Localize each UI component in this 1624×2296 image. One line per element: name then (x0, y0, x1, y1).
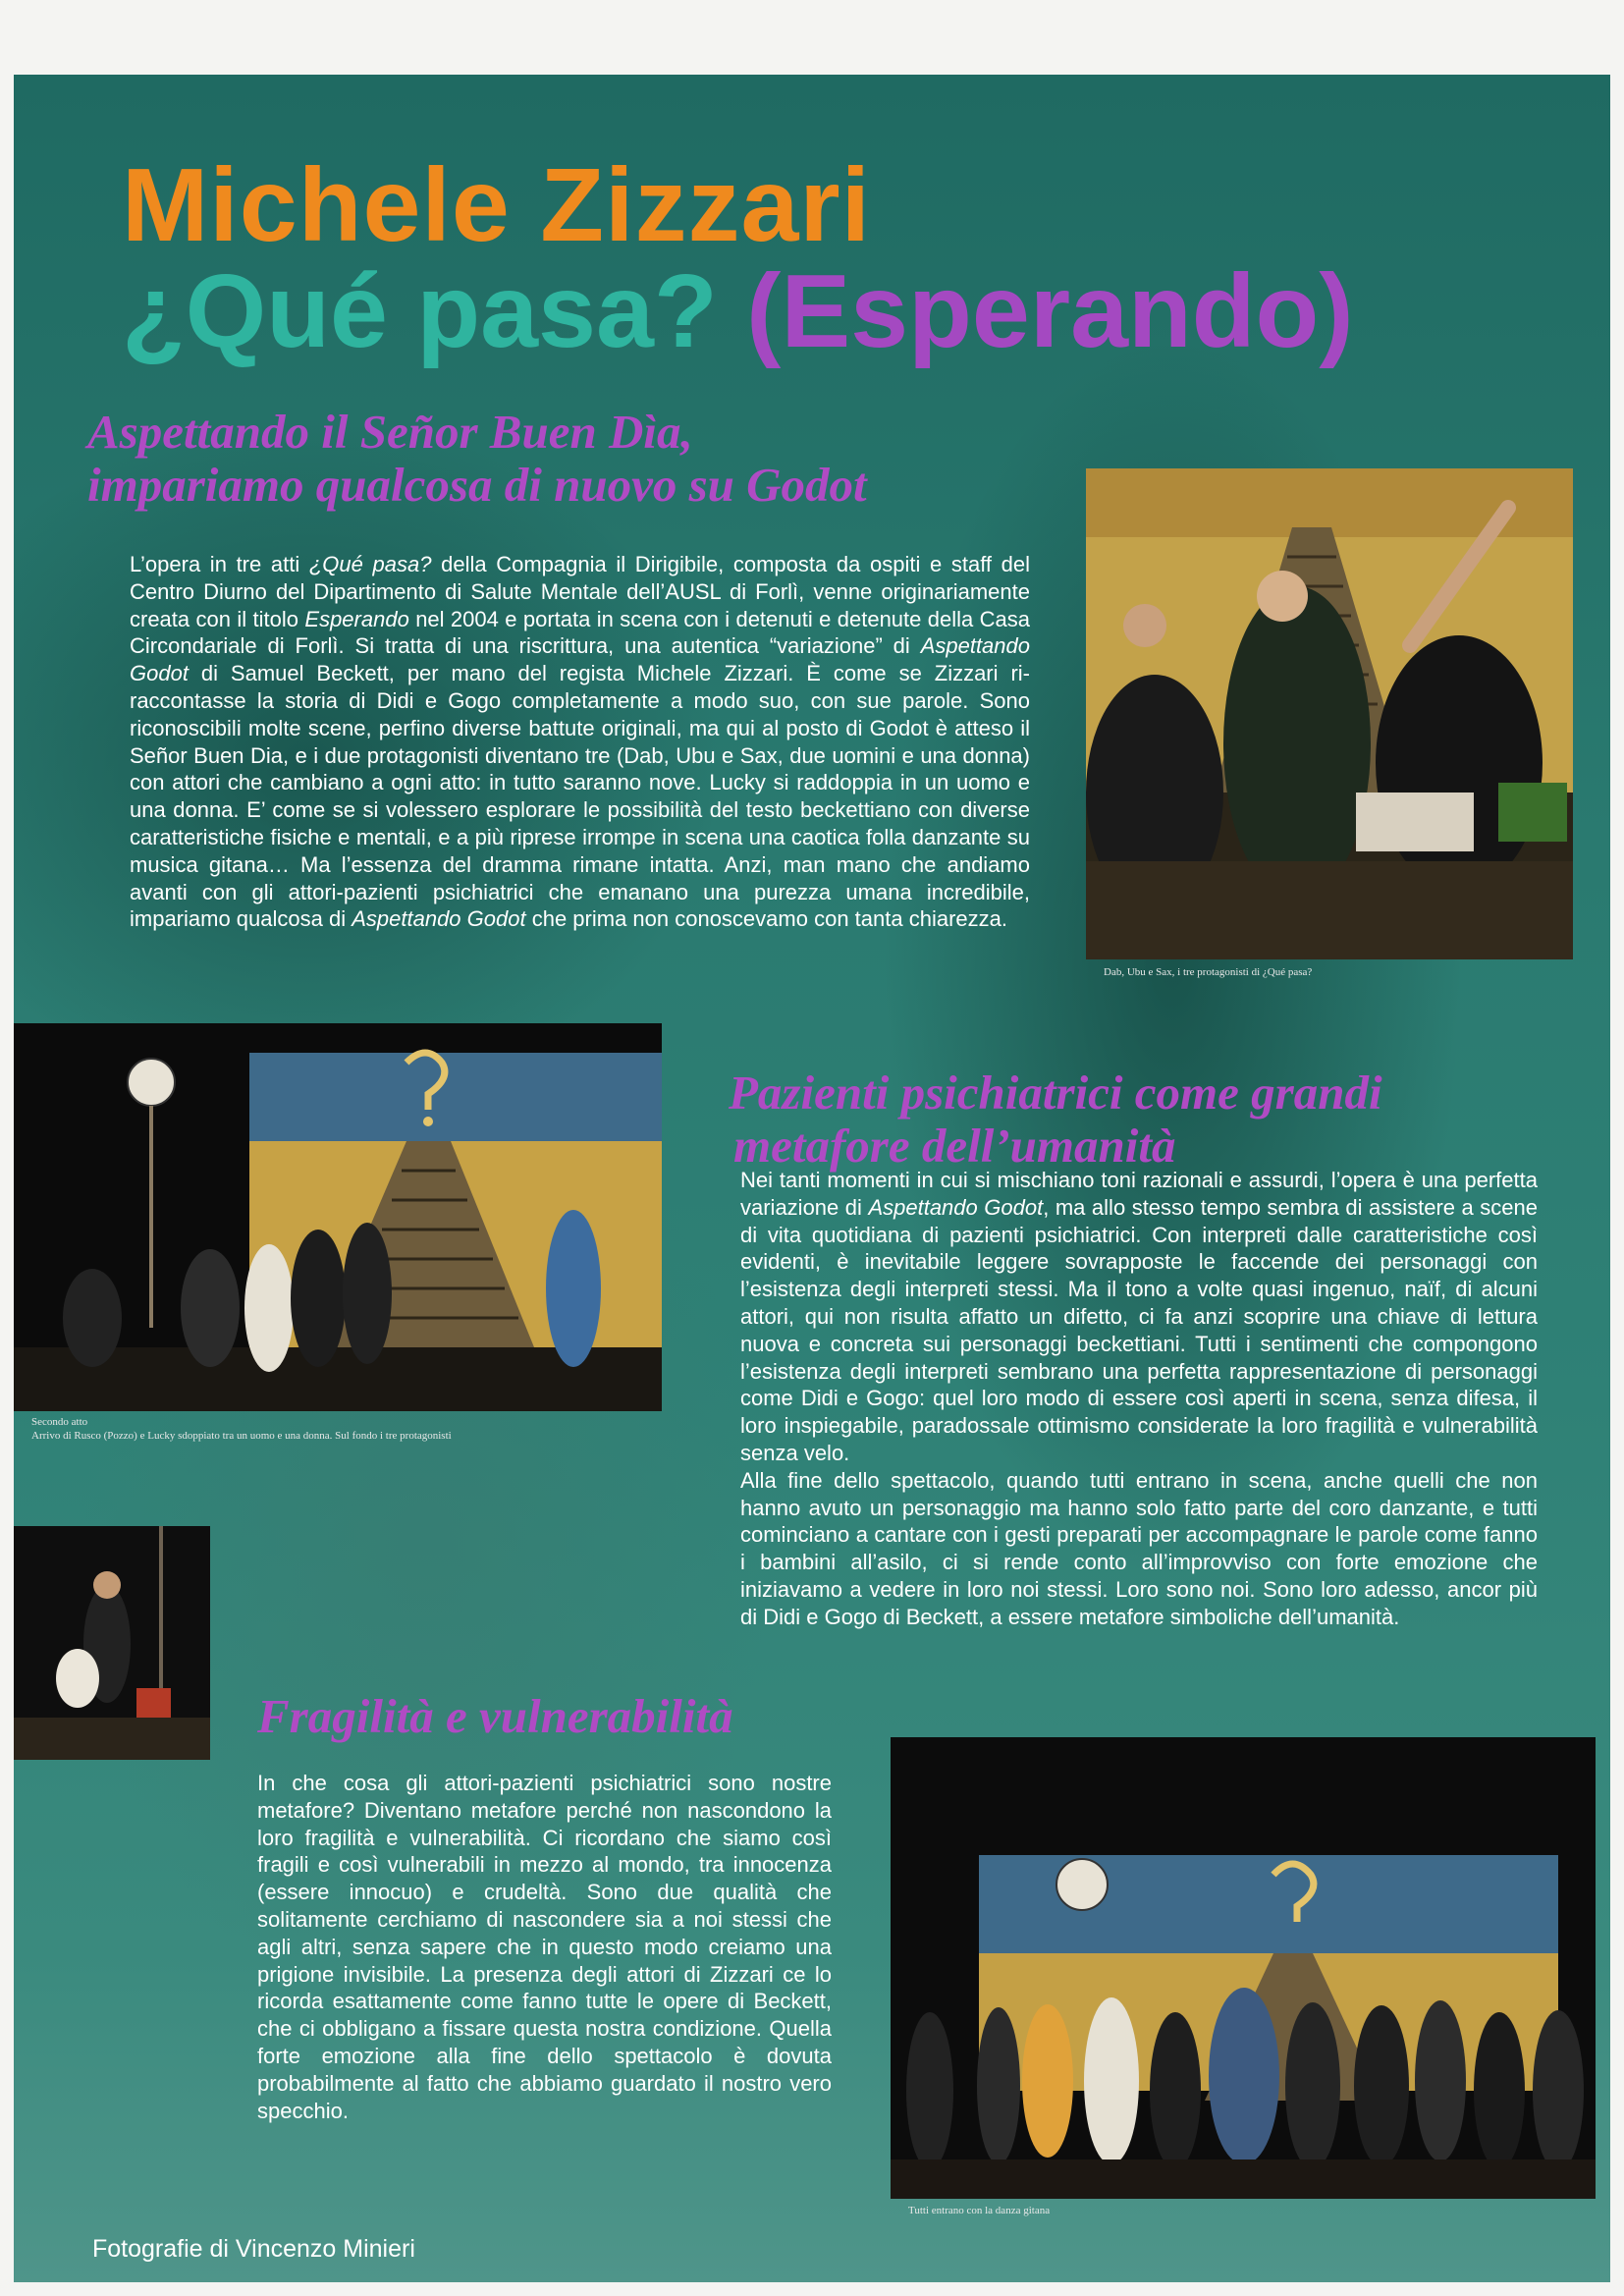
text-run: Nei tanti momenti in cui si mischiano toni razionali e assurdi, l’opera è una perfetta variazione di (740, 1168, 1538, 1220)
title-name: Michele Zizzari (122, 147, 872, 263)
text-run: nel 2004 e portata in scena con i detenuti e detenute della Casa Circondariale di Forlì. Si tratta di una riscrittura, una autentica “variazione” di (130, 606, 1030, 659)
text-run: , ma allo stesso tempo sembra di assistere a scene di vita quotidiana di pazienti psichiatrici. Con interpreti dalle caratteristiche così evidenti, è inevitabile leggere sovrapposte le faccende dei personaggi con l’esistenza degli interpreti stessi. Ma il tono a volte quasi ingenuo, naïf, di alcuni attori, qui non risulta affatto un difetto, ci fa anzi scoprire una chiave di lettura nuova e concreta sui personaggi beckettiani. Tutti i sentimenti che compongono l’esistenza degli interpreti sembrano una perfetta rappresentazione di personaggi come Didi e Gogo: quel loro modo di essere così aperti in scena, senza difesa, il loro inspiegabile, paradossale ottimismo considerate la loro fragilità e vulnerabilità senza velo. (740, 1194, 1538, 1465)
section1-heading-line1: Aspettando il Señor Buen Dìa, (87, 405, 693, 459)
magazine-page (14, 75, 1610, 2282)
photo2-block (14, 1023, 662, 1442)
section2-body (740, 1167, 1538, 1631)
photo1-image (1086, 468, 1573, 959)
title-show-paren: (Esperando) (746, 253, 1354, 369)
section2-heading-line2: metafore dell’umanità (733, 1119, 1176, 1173)
section1-heading-line2: impariamo qualcosa di nuovo su Godot (87, 458, 867, 512)
italic-title-text: Aspettando Godot (352, 906, 526, 932)
italic-title-text: Esperando (304, 606, 409, 631)
photo1-block (1086, 468, 1573, 978)
section2-paragraph1 (740, 1167, 1538, 1467)
photo3-image (14, 1526, 210, 1760)
section3-paragraph: In che cosa gli attori-pazienti psichiatrici sono nostre metafore? Diventano metafore perché non nascondono la loro fragilità e vulnerabilità. Ci ricordano che siamo così fragili e così vulnerabili in mezzo al mondo, tra innocenza (essere innocuo) e crudeltà. Sono due qualità che solitamente cerchiamo di nascondere sia a noi stessi che agli altri, senza sapere che in questo modo creiamo una prigione invisibile. La presenza degli attori di Zizzari ce lo ricorda esattamente come fanno tutte le opere di Beckett, che ci obbligano a fissare questa nostra condizione. Quella forte emozione alla fine dello spettacolo è dovuta probabilmente al fatto che abbiamo guardato il nostro vero specchio. (257, 1771, 832, 2123)
section2-paragraph2: Alla fine dello spettacolo, quando tutti entrano in scena, anche quelli che non hanno avuto un personaggio ma hanno solo fatto parte del coro danzante, e tutti cominciano a cantare con i gesti preparati per accompagnare le parole come fanno i bambini all’asilo, ci si rende conto all’improvviso con forte emozione che iniziavamo a vedere in loro noi stessi. Loro sono noi. Sono loro adesso, ancor più di Didi e Gogo di Beckett, a essere metafore simboliche dell’umanità. (740, 1467, 1538, 1629)
photo1-caption: Dab, Ubu e Sax, i tre protagonisti di ¿Qué pasa? (1104, 966, 1313, 978)
title-show-main: ¿Qué pasa? (122, 253, 718, 369)
title-show (122, 253, 1354, 369)
text-run: di Samuel Beckett, per mano del regista Michele Zizzari. È come se Zizzari ri-raccontasse la storia di Didi e Gogo completamente a modo suo, con sue parole. Sono riconoscibili molte scene, perfino diverse battute originali, ma qui al posto di Godot è atteso il Señor Buen Dia, e i due protagonisti diventano tre (Dab, Ubu e Sax, due uomini e una donna) con attori che cambiano a ogni atto: in tutto saranno nove. Lucky si raddoppia in un uomo e una donna. E’ come se si volessero esplorare le possibilità del testo beckettiano con diverse caratteristiche fisiche e mentali, e a più riprese irrompe in scena una caotica folla danzante su musica gitana… Ma l’essenza del dramma rimane intatta. Anzi, man mano che andiamo avanti con gli attori-pazienti psichiatrici che emanano una purezza umana incredibile, impariamo qualcosa di (130, 661, 1030, 932)
text-run: L’opera in tre atti (130, 552, 309, 576)
section1-heading (87, 406, 1050, 512)
section2-heading (729, 1066, 1593, 1173)
photo4-block (891, 1737, 1596, 2216)
photo4-image (891, 1737, 1596, 2199)
section1-paragraph (130, 551, 1030, 933)
photo-credit: Fotografie di Vincenzo Minieri (92, 2235, 415, 2263)
section2-heading-line1: Pazienti psichiatrici come grandi (729, 1066, 1382, 1120)
section3-heading: Fragilità e vulnerabilità (257, 1689, 733, 1743)
text-run: della Compagnia il Dirigibile, composta da ospiti e staff del Centro Diurno del Dipartimento di Salute Mentale dell’AUSL di Forlì, venne originariamente creata con il titolo (130, 552, 1031, 631)
photo2-caption-line1: Secondo atto (31, 1416, 88, 1428)
text-run: che prima non conoscevamo con tanta chiarezza. (525, 906, 1007, 932)
italic-title-text: Aspettando Godot (868, 1194, 1044, 1220)
photo4-caption: Tutti entrano con la danza gitana (908, 2205, 1051, 2216)
italic-title-text: Aspettando Godot (130, 633, 1030, 686)
italic-title-text: ¿Qué pasa? (308, 552, 432, 576)
photo2-caption-line2: Arrivo di Rusco (Pozzo) e Lucky sdoppiato tra un uomo e una donna. Sul fondo i tre protagonisti (31, 1430, 452, 1442)
photo2-image (14, 1023, 662, 1411)
